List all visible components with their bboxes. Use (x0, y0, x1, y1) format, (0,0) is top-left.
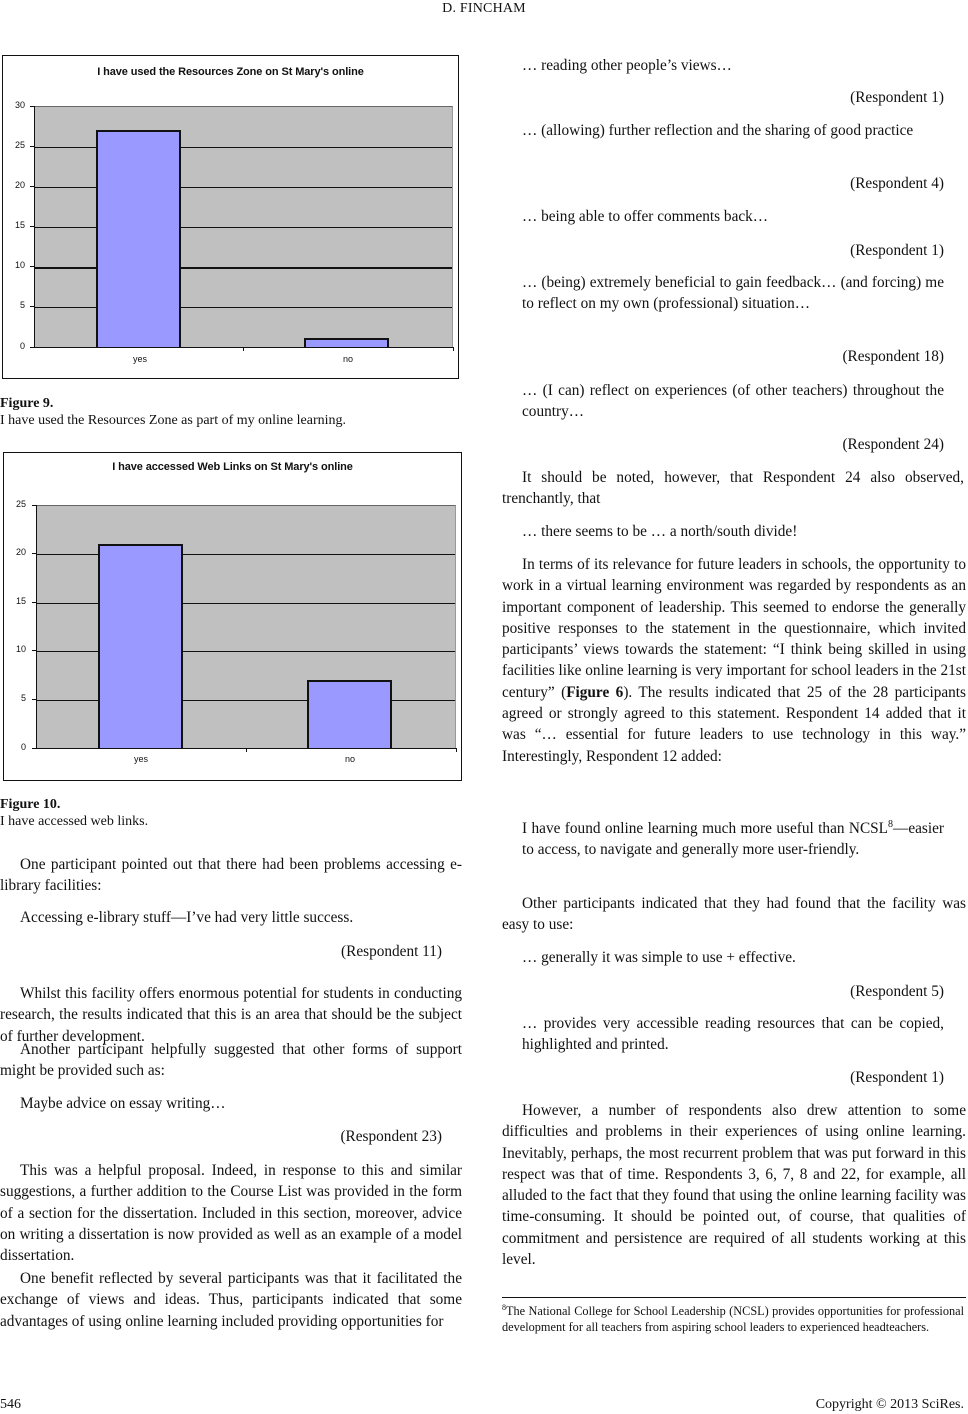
plot-area (34, 106, 453, 347)
bar-yes (98, 544, 183, 748)
paragraph: It should be noted, however, that Respondent 24 also observed, trenchantly, that (502, 469, 964, 508)
y-tick-label: 0 (19, 341, 25, 351)
x-category-label: yes (132, 354, 147, 364)
x-category-label: yes (133, 754, 148, 764)
y-tick-label: 25 (15, 499, 26, 509)
footnote-divider (502, 1297, 966, 1298)
y-tick-label: 10 (14, 260, 25, 270)
respondent-attribution: (Respondent 18) (842, 348, 944, 365)
y-tick-label: 20 (14, 180, 25, 190)
paragraph: Another participant helpfully suggested that other forms of support might be provided such as: (0, 1041, 462, 1080)
paragraph: One benefit reflected by several participants was that it facilitated the exchange of views and ideas. Thus, participants indicated that some advantages of using online learning included providing opportunities for (0, 1270, 462, 1330)
footnote (502, 1303, 964, 1335)
footnote-marker: 8 (888, 818, 894, 830)
figure-9-caption (0, 395, 464, 429)
y-tick-label: 25 (14, 140, 25, 150)
figure-caption-text: I have used the Resources Zone as part of my online learning. (0, 413, 347, 428)
page-number: 546 (0, 1397, 21, 1412)
plot-area (36, 505, 456, 748)
figure-label: Figure 9. (0, 396, 54, 411)
copyright-notice: Copyright © 2013 SciRes. (815, 1397, 964, 1412)
y-tick-label: 20 (15, 547, 26, 557)
chart-title: I have used the Resources Zone on St Mary's online (97, 66, 364, 78)
respondent-attribution: (Respondent 1) (850, 1069, 944, 1086)
block-quote: Maybe advice on essay writing… (20, 1095, 226, 1112)
block-quote: … generally it was simple to use + effective. (522, 949, 796, 966)
bar-no (307, 680, 392, 748)
block-quote: … (I can) reflect on experiences (of other teachers) throughout the country… (522, 382, 944, 421)
y-tick-label: 5 (20, 693, 26, 703)
figure-10-caption (0, 796, 464, 830)
bar-no (304, 338, 389, 347)
y-tick-label: 15 (15, 596, 26, 606)
block-quote: … reading other people’s views… (522, 57, 732, 74)
y-tick-label: 15 (14, 220, 25, 230)
respondent-attribution: (Respondent 1) (850, 242, 944, 259)
footnote-text: The National College for School Leadership (NCSL) provides opportunities for professional development for all teachers from aspiring school leaders to experienced headteachers. (502, 1304, 964, 1334)
paragraph: Whilst this facility offers enormous potential for students in conducting research, the results indicated that this is an area that should be the subject of further development. (0, 985, 462, 1045)
paragraph: One participant pointed out that there had been problems accessing e-library facilities: (0, 856, 462, 895)
respondent-attribution: (Respondent 4) (850, 175, 944, 192)
respondent-attribution: (Respondent 1) (850, 89, 944, 106)
paragraph: However, a number of respondents also drew attention to some difficulties and problems in their experiences of using online learning. Inevitably, perhaps, the most recurrent problem that was put forward in this respect was that of time. Respondents 3, 6, 7, 8 and 22, for example, all alluded to the fact that they found that using the online learning facility was time-consuming. It should be pointed out, of course, that qualities of commitment and persistence are required of all students working at this level. (502, 1102, 966, 1269)
bar-yes (96, 130, 181, 347)
figure-caption-text: I have accessed web links. (0, 814, 149, 829)
quote-text: —easier to access, to navigate and generally more user-friendly. (522, 820, 944, 859)
paragraph-text: In terms of its relevance for future leaders in schools, the opportunity to work in a virtual learning environment was regarded by respondents as an important component of leadership. This seemed to endorse the generally positive responses to the statement in the questionnaire, which invited participants’ views towards the statement: “I think being skilled in using facilities like online learning is very important for school leaders in the 21st century” ( (502, 556, 966, 701)
block-quote: … there seems to be … a north/south divide! (522, 523, 798, 540)
footnote-marker: 8 (502, 1302, 506, 1312)
paragraph: This was a helpful proposal. Indeed, in response to this and similar suggestions, a further addition to the Course List was provided in the form of a section for the dissertation. Included in this section, moreover, advice on writing a dissertation is now provided as well as an example of a model dissertation. (0, 1162, 462, 1265)
chart-title: I have accessed Web Links on St Mary's online (112, 461, 353, 473)
x-category-label: no (342, 354, 353, 364)
y-tick-label: 30 (14, 100, 25, 110)
respondent-attribution: (Respondent 11) (341, 943, 442, 960)
paragraph (502, 554, 966, 767)
block-quote: … provides very accessible reading resources that can be copied, highlighted and printed. (522, 1015, 944, 1054)
paragraph-text: ). The results indicated that 25 of the 28 participants agreed or strongly agreed to this statement. Respondent 14 added that it was “… essential for future leaders to use technology in this way.” Interestingly, Respondent 12 added: (502, 683, 966, 765)
x-category-label: no (344, 754, 355, 764)
y-tick-label: 10 (15, 644, 26, 654)
respondent-attribution: (Respondent 24) (842, 436, 944, 453)
block-quote: … (allowing) further reflection and the sharing of good practice (522, 122, 914, 139)
figure-reference: Figure 6 (566, 683, 624, 701)
respondent-attribution: (Respondent 23) (340, 1128, 442, 1145)
block-quote: … being able to offer comments back… (522, 208, 769, 225)
block-quote (522, 818, 944, 861)
figure-9-chart (2, 55, 459, 379)
quote-text: I have found online learning much more useful than NCSL (522, 820, 889, 837)
respondent-attribution: (Respondent 5) (850, 983, 944, 1000)
paragraph: Other participants indicated that they had found that the facility was easy to use: (502, 895, 966, 934)
figure-label: Figure 10. (0, 797, 61, 812)
block-quote: … (being) extremely beneficial to gain feedback… (and forcing) me to reflect on my own (professional) situation… (522, 274, 944, 313)
y-tick-label: 5 (19, 300, 25, 310)
block-quote: Accessing e-library stuff—I’ve had very little success. (20, 909, 354, 926)
figure-10-chart (3, 452, 462, 781)
running-head: D. FINCHAM (442, 1, 526, 16)
y-tick-label: 0 (20, 742, 26, 752)
